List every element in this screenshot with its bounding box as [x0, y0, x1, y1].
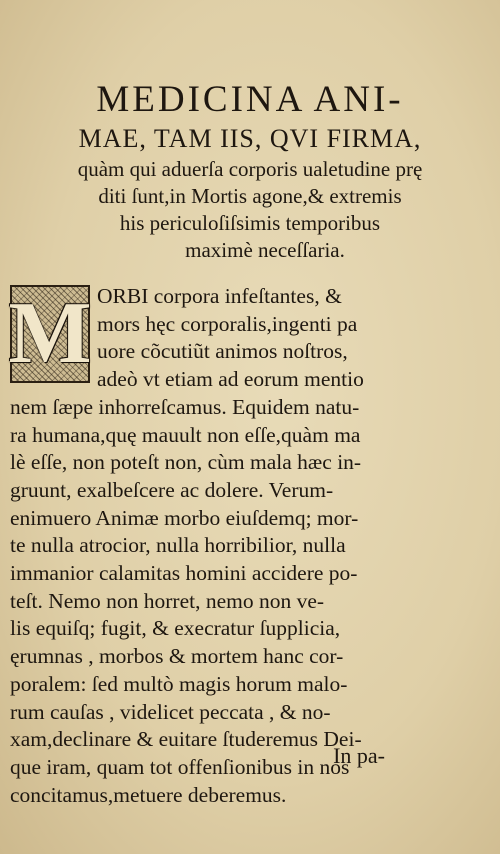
- body-line: lis equiſq; fugit, & execratur ſupplicia,: [10, 616, 341, 641]
- body-line: gruunt, exalbeſcere ac dolere. Verum-: [10, 477, 334, 502]
- heading-line-5: his periculoſiſsimis temporibus: [119, 211, 381, 235]
- body-line: mors hęc corporalis,ingenti pa: [97, 311, 358, 336]
- body-line: rum cauſas , videlicet peccata , & no-: [10, 699, 331, 724]
- body-line: enimuero Animæ morbo eiuſdemq; mor-: [10, 505, 359, 530]
- heading-line-2: MAE, TAM IIS, QVI FIRMA,: [78, 124, 422, 153]
- body-line: lè eſſe, non poteſt non, cùm mala hæc in-: [10, 450, 362, 475]
- body-line: adeò vt etiam ad eorum mentio: [97, 367, 364, 392]
- heading-line-1: MEDICINA ANI-: [96, 79, 404, 120]
- heading-line-3: quàm qui aduerſa corporis ualetudine prę: [77, 157, 423, 181]
- heading-line-6: maximè neceſſaria.: [185, 238, 345, 262]
- catchword: In pa-: [333, 743, 385, 768]
- initial-letter: M: [8, 285, 92, 382]
- body-line: xam,declinare & euitare ſtuderemus Dei-: [10, 727, 362, 752]
- body-line: ORBI corpora infeſtantes, &: [97, 284, 342, 308]
- body-line: que iram, quam tot offenſionibus in nos: [10, 754, 350, 779]
- body-line: nem ſæpe inhorreſcamus. Equidem natu-: [10, 394, 360, 419]
- body-line: te nulla atrocior, nulla horribilior, nulla: [10, 533, 346, 558]
- body-line: teſt. Nemo non horret, nemo non ve-: [10, 588, 325, 613]
- chapter-heading: [0, 78, 500, 264]
- heading-line-4: diti ſunt,in Mortis agone,& extremis: [98, 184, 402, 208]
- body-line: poralem: ſed multò magis horum malo-: [10, 671, 348, 696]
- body-line: ęrumnas , morbos & mortem hanc cor-: [10, 644, 344, 669]
- body-paragraph: [10, 283, 382, 809]
- body-line: ra humana,quę mauult non eſſe,quàm ma: [10, 422, 361, 447]
- body-line: concitamus,metuere deberemus.: [10, 782, 287, 807]
- body-line: uore cõcutiũt animos noſtros,: [97, 339, 348, 364]
- body-line: immanior calamitas homini accidere po-: [10, 561, 358, 586]
